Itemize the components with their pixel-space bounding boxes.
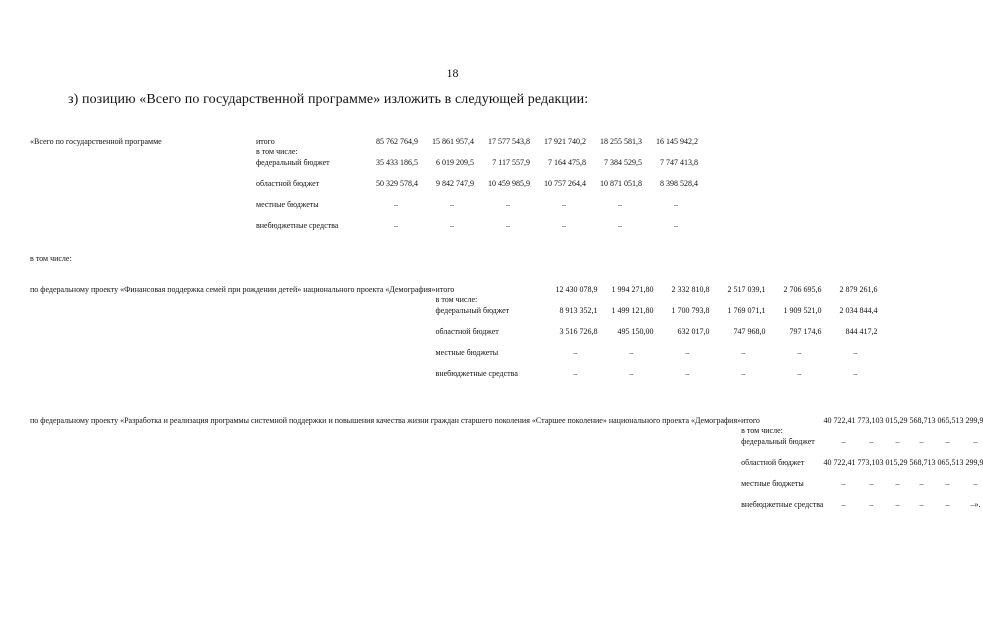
amount-cell xyxy=(418,137,474,158)
amount-value: – xyxy=(685,348,690,357)
section-heading: з) позицию «Всего по государственной программе» изложить в следующей редакции: xyxy=(68,92,589,107)
program-title-text: по федеральному проекту «Разработка и реализация программы системной поддержки и повышения качества жизни граждан старшего поколения «Старшее поколение» национального проекта «Демография» xyxy=(30,416,742,425)
funding-source-name: местные бюджеты xyxy=(256,200,319,209)
amount-value: 2 706 695,6 xyxy=(783,285,822,294)
amount-cell xyxy=(654,369,710,390)
amount-value: 747 968,0 xyxy=(733,327,766,336)
amount-value: 13 065,5 xyxy=(927,416,956,425)
amount-cell xyxy=(927,500,955,521)
amount-cell xyxy=(823,416,851,437)
amount-cell xyxy=(598,327,654,348)
amount-cell xyxy=(822,348,878,369)
amount-value: – xyxy=(629,369,634,378)
amount-value: 844 417,2 xyxy=(845,327,878,336)
amount-cell xyxy=(598,306,654,327)
amount-value: – xyxy=(506,221,510,230)
amount-cell xyxy=(598,348,654,369)
amount-value: – xyxy=(618,221,622,230)
amount-cell xyxy=(418,179,474,200)
amount-value: – xyxy=(869,479,874,488)
amount-value: – xyxy=(841,437,846,446)
amount-value: – xyxy=(450,221,454,230)
program-title-text: «Всего по государственной программе xyxy=(30,137,162,146)
amount-cell xyxy=(474,158,530,179)
amount-cell xyxy=(586,221,642,242)
amount-cell xyxy=(598,285,654,306)
amount-cell xyxy=(586,158,642,179)
amount-cell xyxy=(851,437,879,458)
amount-value: 9 568,7 xyxy=(903,458,928,467)
funding-source-label xyxy=(741,416,823,437)
including-caption: в том числе: xyxy=(256,146,298,156)
amount-value: 10 871 051,8 xyxy=(600,179,642,188)
amount-cell xyxy=(586,179,642,200)
amount-value: 12 430 078,9 xyxy=(555,285,598,294)
amount-value: 7 747 413,8 xyxy=(660,158,698,167)
amount-value: 40 722,4 xyxy=(823,416,852,425)
amount-value: –». xyxy=(970,500,981,509)
amount-cell xyxy=(903,479,927,500)
amount-value: – xyxy=(797,348,802,357)
funding-source-label xyxy=(741,437,823,458)
amount-cell xyxy=(879,437,903,458)
amount-cell xyxy=(955,416,983,437)
amount-cell xyxy=(530,200,586,221)
amount-cell xyxy=(642,221,698,242)
program-title xyxy=(30,416,741,521)
amount-cell xyxy=(654,285,710,306)
amount-value: 18 255 581,3 xyxy=(600,137,642,146)
amount-cell xyxy=(418,158,474,179)
amount-value: – xyxy=(797,369,802,378)
amount-cell xyxy=(710,306,766,327)
amount-value: – xyxy=(945,500,950,509)
amount-value: – xyxy=(506,200,510,209)
amount-cell xyxy=(530,179,586,200)
program-title-text: по федеральному проекту «Финансовая поддержка семей при рождении детей» национального проекта «Демография» xyxy=(30,285,436,294)
amount-cell xyxy=(766,327,822,348)
amount-cell xyxy=(822,369,878,390)
amount-value: 2 879 261,6 xyxy=(839,285,878,294)
amount-cell xyxy=(903,458,927,479)
amount-cell xyxy=(879,458,903,479)
amount-cell xyxy=(542,306,598,327)
amount-cell xyxy=(542,348,598,369)
table-row xyxy=(30,137,698,158)
in-total-caption: в том числе: xyxy=(30,254,72,263)
including-caption: в том числе: xyxy=(435,294,478,304)
amount-value: 15 861 957,4 xyxy=(432,137,474,146)
funding-source-label xyxy=(436,306,542,327)
funding-source-name: итого xyxy=(256,137,275,146)
amount-cell xyxy=(530,221,586,242)
amount-value: – xyxy=(562,200,566,209)
amount-cell xyxy=(822,285,878,306)
amount-value: 85 762 764,9 xyxy=(376,137,418,146)
amount-cell xyxy=(955,437,983,458)
amount-cell xyxy=(362,158,418,179)
amount-cell xyxy=(710,327,766,348)
amount-cell xyxy=(766,306,822,327)
amount-cell xyxy=(418,221,474,242)
amount-value: 495 150,00 xyxy=(617,327,654,336)
amount-cell xyxy=(710,285,766,306)
amount-value: 632 017,0 xyxy=(677,327,710,336)
amount-value: – xyxy=(573,369,578,378)
amount-value: – xyxy=(869,437,874,446)
amount-cell xyxy=(654,327,710,348)
amount-value: 7 384 529,5 xyxy=(604,158,642,167)
amount-cell xyxy=(474,179,530,200)
amount-value: 2 332 810,8 xyxy=(671,285,710,294)
amount-cell xyxy=(955,500,983,521)
amount-cell xyxy=(822,327,878,348)
amount-cell xyxy=(955,458,983,479)
amount-cell xyxy=(903,500,927,521)
funding-source-label xyxy=(436,285,542,306)
amount-cell xyxy=(362,221,418,242)
funding-source-label xyxy=(741,479,823,500)
amount-cell xyxy=(823,437,851,458)
amount-value: 9 842 747,9 xyxy=(436,179,474,188)
funding-source-name: внебюджетные средства xyxy=(256,221,339,230)
amount-cell xyxy=(642,200,698,221)
funding-source-label xyxy=(436,369,542,390)
amount-value: – xyxy=(629,348,634,357)
funding-source-name: областной бюджет xyxy=(435,327,499,336)
amount-cell xyxy=(822,306,878,327)
amount-cell xyxy=(927,416,955,437)
page-number: 18 xyxy=(446,66,459,80)
amount-cell xyxy=(586,200,642,221)
amount-cell xyxy=(530,158,586,179)
budget-table-family-support xyxy=(30,285,878,390)
funding-source-name: внебюджетные средства xyxy=(741,500,824,509)
amount-value: – xyxy=(869,500,874,509)
amount-value: – xyxy=(618,200,622,209)
amount-cell xyxy=(642,179,698,200)
amount-cell xyxy=(362,179,418,200)
amount-cell xyxy=(362,137,418,158)
amount-value: 2 034 844,4 xyxy=(839,306,878,315)
amount-value: – xyxy=(895,437,900,446)
amount-cell xyxy=(362,200,418,221)
amount-value: 17 577 543,8 xyxy=(488,137,530,146)
amount-value: – xyxy=(674,200,678,209)
program-title xyxy=(30,285,436,390)
budget-table-older-generation xyxy=(30,416,983,521)
amount-cell xyxy=(879,416,903,437)
amount-value: – xyxy=(685,369,690,378)
funding-source-label xyxy=(256,221,362,242)
amount-value: 50 329 578,4 xyxy=(376,179,418,188)
amount-value: – xyxy=(394,221,398,230)
amount-value: 1 499 121,80 xyxy=(611,306,654,315)
amount-value: 6 019 209,5 xyxy=(436,158,474,167)
amount-value: 1 769 071,1 xyxy=(727,306,766,315)
amount-cell xyxy=(851,500,879,521)
amount-value: – xyxy=(973,437,978,446)
amount-value: 1 909 521,0 xyxy=(783,306,822,315)
amount-cell xyxy=(903,437,927,458)
amount-cell xyxy=(642,158,698,179)
amount-value: 797 174,6 xyxy=(789,327,822,336)
amount-value: 1 773,10 xyxy=(851,458,880,467)
amount-value: – xyxy=(741,348,746,357)
table-row xyxy=(30,285,878,306)
amount-cell xyxy=(654,306,710,327)
amount-value: 13 065,5 xyxy=(927,458,956,467)
amount-value: 17 921 740,2 xyxy=(544,137,586,146)
funding-source-name: областной бюджет xyxy=(741,458,805,467)
amount-cell xyxy=(851,416,879,437)
amount-cell xyxy=(542,369,598,390)
funding-source-label xyxy=(436,327,542,348)
amount-cell xyxy=(654,348,710,369)
amount-cell xyxy=(879,479,903,500)
amount-cell xyxy=(766,369,822,390)
table-row xyxy=(30,416,983,437)
amount-value: 8 398 528,4 xyxy=(660,179,698,188)
amount-value: 1 773,10 xyxy=(851,416,880,425)
amount-value: – xyxy=(895,500,900,509)
funding-source-name: федеральный бюджет xyxy=(256,158,330,167)
amount-cell xyxy=(542,285,598,306)
funding-source-label xyxy=(256,200,362,221)
amount-cell xyxy=(823,458,851,479)
funding-source-name: федеральный бюджет xyxy=(741,437,815,446)
including-caption: в том числе: xyxy=(741,425,783,435)
amount-value: 13 299,9 xyxy=(955,416,983,425)
amount-value: – xyxy=(853,369,858,378)
amount-cell xyxy=(474,137,530,158)
amount-cell xyxy=(766,348,822,369)
amount-value: 7 164 475,8 xyxy=(548,158,586,167)
amount-value: 3 015,2 xyxy=(879,416,904,425)
funding-source-name: федеральный бюджет xyxy=(435,306,510,315)
amount-cell xyxy=(927,458,955,479)
amount-value: – xyxy=(741,369,746,378)
funding-source-label xyxy=(436,348,542,369)
amount-value: – xyxy=(394,200,398,209)
amount-cell xyxy=(879,500,903,521)
amount-value: – xyxy=(450,200,454,209)
funding-source-label xyxy=(741,500,823,521)
amount-cell xyxy=(823,479,851,500)
funding-source-name: областной бюджет xyxy=(256,179,320,188)
amount-cell xyxy=(927,479,955,500)
amount-cell xyxy=(927,437,955,458)
amount-cell xyxy=(474,200,530,221)
amount-value: – xyxy=(895,479,900,488)
amount-cell xyxy=(418,200,474,221)
amount-value: – xyxy=(945,437,950,446)
budget-table-total xyxy=(30,137,698,242)
amount-value: 2 517 039,1 xyxy=(727,285,766,294)
amount-value: – xyxy=(973,479,978,488)
amount-value: 1 700 793,8 xyxy=(671,306,710,315)
funding-source-label xyxy=(741,458,823,479)
amount-value: – xyxy=(573,348,578,357)
amount-cell xyxy=(530,137,586,158)
amount-cell xyxy=(710,369,766,390)
funding-source-name: местные бюджеты xyxy=(435,348,499,357)
amount-cell xyxy=(766,285,822,306)
amount-cell xyxy=(598,369,654,390)
amount-cell xyxy=(903,416,927,437)
amount-value: – xyxy=(841,500,846,509)
amount-cell xyxy=(710,348,766,369)
amount-value: 16 145 942,2 xyxy=(656,137,698,146)
funding-source-label xyxy=(256,158,362,179)
amount-cell xyxy=(955,479,983,500)
funding-source-name: итого xyxy=(435,285,455,294)
amount-cell xyxy=(851,458,879,479)
funding-source-name: итого xyxy=(741,416,760,425)
funding-source-name: внебюджетные средства xyxy=(435,369,518,378)
amount-value: – xyxy=(674,221,678,230)
amount-value: 1 994 271,80 xyxy=(611,285,654,294)
amount-value: 10 459 985,9 xyxy=(488,179,530,188)
amount-value: 13 299,9 xyxy=(955,458,983,467)
amount-value: 8 913 352,1 xyxy=(559,306,598,315)
amount-value: – xyxy=(945,479,950,488)
funding-source-label xyxy=(256,179,362,200)
amount-value: 3 516 726,8 xyxy=(559,327,598,336)
amount-cell xyxy=(586,137,642,158)
amount-value: 40 722,4 xyxy=(823,458,852,467)
amount-value: 3 015,2 xyxy=(879,458,904,467)
amount-value: – xyxy=(919,437,924,446)
amount-value: 10 757 264,4 xyxy=(544,179,586,188)
amount-value: 9 568,7 xyxy=(903,416,928,425)
amount-value: – xyxy=(562,221,566,230)
amount-cell xyxy=(542,327,598,348)
amount-value: – xyxy=(919,500,924,509)
amount-cell xyxy=(851,479,879,500)
amount-value: – xyxy=(853,348,858,357)
amount-cell xyxy=(642,137,698,158)
amount-value: – xyxy=(919,479,924,488)
amount-value: 7 117 557,9 xyxy=(492,158,530,167)
program-title xyxy=(30,137,256,242)
funding-source-label xyxy=(256,137,362,158)
amount-value: – xyxy=(841,479,846,488)
amount-cell xyxy=(823,500,851,521)
amount-cell xyxy=(474,221,530,242)
amount-value: 35 433 186,5 xyxy=(376,158,418,167)
funding-source-name: местные бюджеты xyxy=(741,479,804,488)
